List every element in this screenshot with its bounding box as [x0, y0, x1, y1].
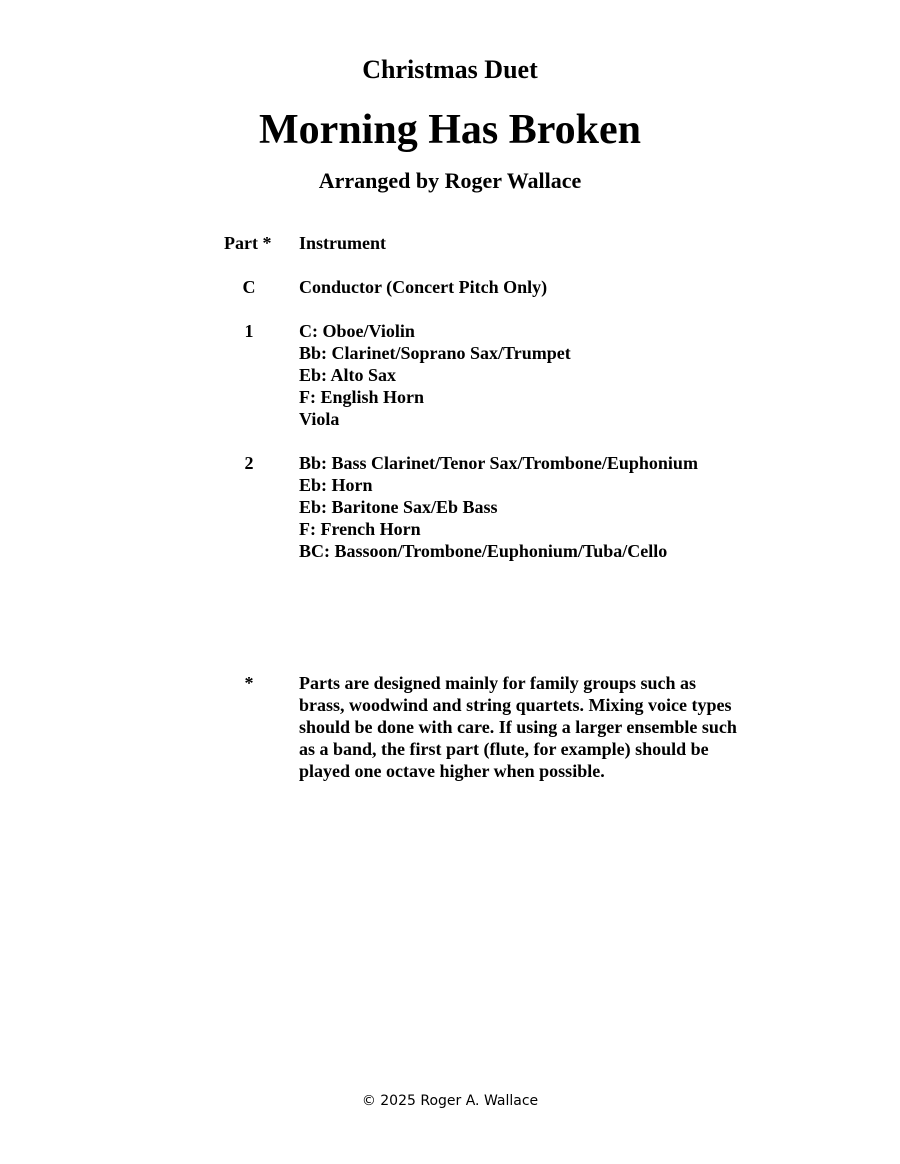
instrument-list: [299, 320, 739, 430]
part-column-header: Part *: [224, 233, 272, 253]
part-label: C: [242, 277, 256, 297]
table-header: [0, 232, 900, 254]
instrument-item: BC: Bassoon/Trombone/Euphonium/Tuba/Cello: [299, 541, 668, 561]
instrument-item: Eb: Alto Sax: [299, 365, 397, 385]
instrument-item: Bb: Clarinet/Soprano Sax/Trumpet: [299, 343, 571, 363]
table-row: [0, 320, 900, 430]
instrument-item: F: English Horn: [299, 387, 425, 407]
page-title: Morning Has Broken: [259, 107, 641, 153]
instrument-item: Viola: [299, 409, 340, 429]
table-row: [0, 452, 900, 562]
part-label: 2: [244, 453, 254, 473]
instrument-item: Conductor (Concert Pitch Only): [299, 277, 548, 297]
instrument-item: Eb: Horn: [299, 475, 373, 495]
instrument-item: F: French Horn: [299, 519, 421, 539]
part-label: 1: [244, 321, 254, 341]
copyright-notice: © 2025 Roger A. Wallace: [361, 1093, 539, 1109]
instrument-column-header: Instrument: [299, 233, 387, 253]
instrument-item: Eb: Baritone Sax/Eb Bass: [299, 497, 498, 517]
subtitle: Christmas Duet: [362, 55, 538, 84]
instrument-item: Bb: Bass Clarinet/Tenor Sax/Trombone/Euphonium: [299, 453, 698, 473]
arranger-credit: Arranged by Roger Wallace: [318, 168, 582, 193]
instrument-item: C: Oboe/Violin: [299, 321, 415, 341]
table-row: [0, 276, 900, 298]
footnote-text: Parts are designed mainly for family groups such as brass, woodwind and string quartets. Mixing voice types should be done with care. If using a larger ensemble such as a band, the first part (flute, for example) should be played one octave higher when possible.: [299, 673, 737, 781]
instrument-list: [299, 452, 779, 562]
footnote-marker: *: [244, 673, 254, 693]
instrument-list: [299, 276, 739, 298]
